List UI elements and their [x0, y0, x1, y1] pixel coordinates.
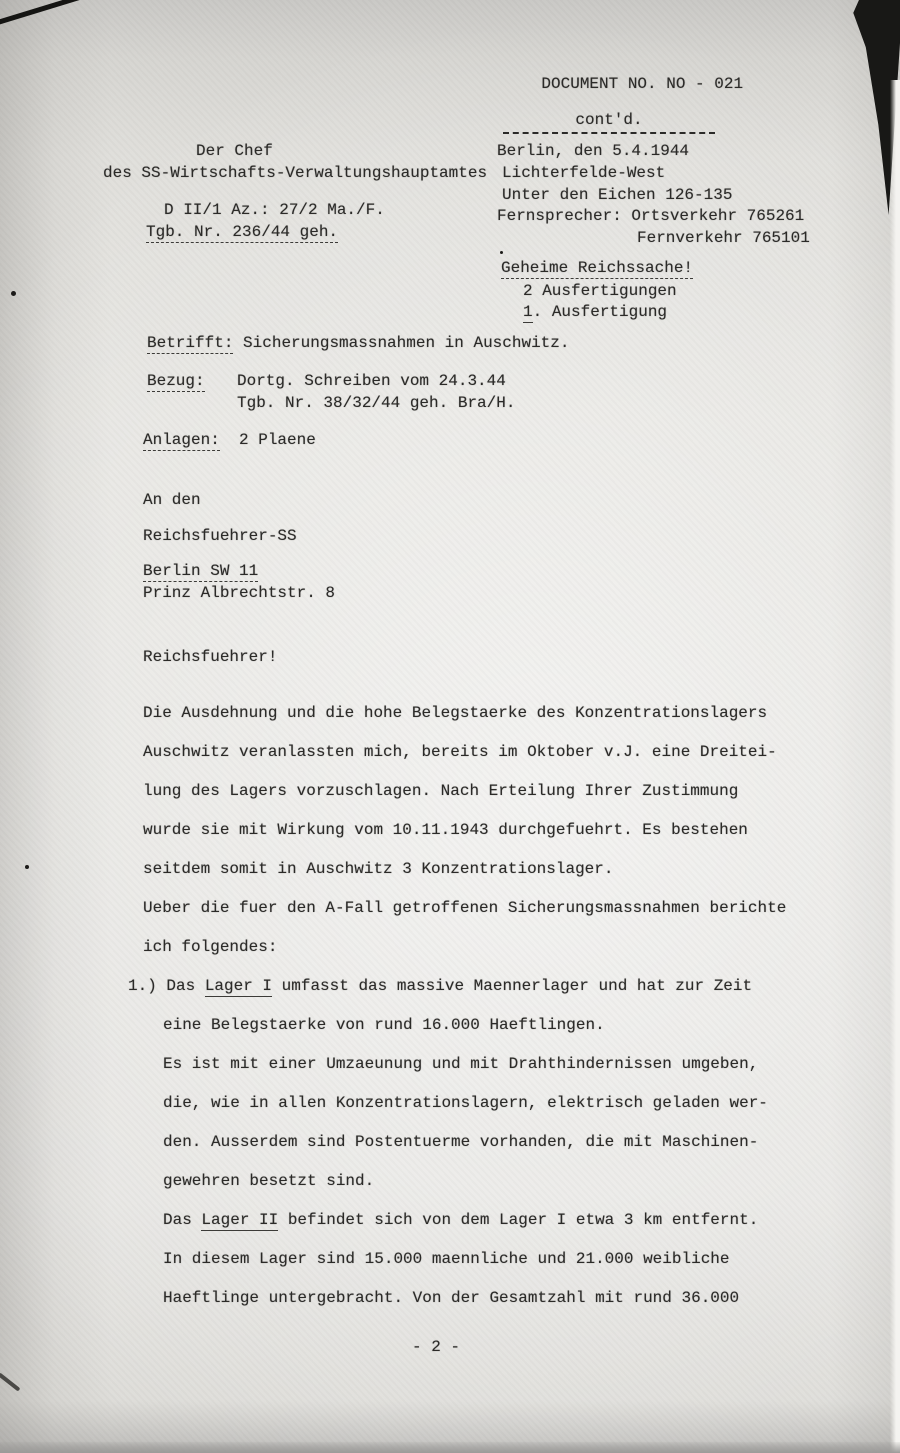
body-line: gewehren besetzt sind. — [163, 1172, 375, 1190]
enclosures-text: 2 Plaene — [239, 431, 316, 449]
body-line: lung des Lagers vorzuschlagen. Nach Erteilung Ihrer Zustimmung — [143, 782, 739, 800]
subject-line — [147, 334, 569, 352]
recipient-city: Berlin SW 11 — [143, 562, 259, 580]
reference-line2: Tgb. Nr. 38/32/44 geh. Bra/H. — [237, 394, 516, 412]
recipient-line1: An den — [143, 491, 201, 509]
subject-text: Sicherungsmassnahmen in Auschwitz. — [243, 334, 570, 352]
body-line: die, wie in allen Konzentrationslagern, elektrisch geladen wer- — [163, 1094, 768, 1112]
body-line: ich folgendes: — [143, 938, 278, 956]
bottom-scan-edge — [0, 1442, 900, 1453]
bottom-left-scan-mark — [0, 1372, 20, 1391]
body-line: den. Ausserdem sind Postentuerme vorhanden, die mit Maschinen- — [163, 1133, 759, 1151]
sender-file-reference: D II/1 Az.: 27/2 Ma./F. — [164, 201, 385, 219]
copies-count: 2 Ausfertigungen — [523, 282, 677, 300]
copy-number: 1. Ausfertigung — [523, 303, 668, 321]
body-line: Ueber die fuer den A-Fall getroffenen Sicherungsmassnahmen berichte — [143, 899, 787, 917]
body-line: Haeftlinge untergebracht. Von der Gesamtzahl mit rund 36.000 — [163, 1289, 740, 1307]
top-left-scan-mark — [0, 0, 89, 27]
document-number: DOCUMENT NO. NO - 021 — [541, 75, 744, 93]
ink-speck — [11, 291, 16, 296]
body-line: In diesem Lager sind 15.000 maennliche und 21.000 weibliche — [163, 1250, 730, 1268]
right-paper-edge — [890, 80, 900, 1453]
body-line: wurde sie mit Wirkung vom 10.11.1943 durchgefuehrt. Es bestehen — [143, 821, 748, 839]
recipient-street: Prinz Albrechtstr. 8 — [143, 584, 336, 602]
sender-diary-number: Tgb. Nr. 236/44 geh. — [146, 223, 339, 241]
ink-speck — [500, 251, 503, 254]
letterhead-date: Berlin, den 5.4.1944 — [497, 142, 690, 160]
page-number: - 2 - — [412, 1338, 461, 1356]
letterhead-phone-local: Fernsprecher: Ortsverkehr 765261 — [497, 207, 805, 225]
body-line: Auschwitz veranlassten mich, bereits im Oktober v.J. eine Dreitei- — [143, 743, 777, 761]
body-line: seitdem somit in Auschwitz 3 Konzentrationslager. — [143, 860, 614, 878]
sender-title-line2: des SS-Wirtschafts-Verwaltungshauptamtes — [103, 164, 488, 182]
sender-title-line1: Der Chef — [196, 142, 273, 160]
body-line: Es ist mit einer Umzaeunung und mit Drahthindernissen umgeben, — [163, 1055, 759, 1073]
reference-label: Bezug: — [147, 372, 205, 390]
salutation: Reichsfuehrer! — [143, 648, 278, 666]
enclosures-label: Anlagen: — [143, 431, 220, 449]
reference-line1: Dortg. Schreiben vom 24.3.44 — [237, 372, 506, 390]
letterhead-street: Unter den Eichen 126-135 — [502, 186, 733, 204]
body-line: Die Ausdehnung und die hohe Belegstaerke des Konzentrationslagers — [143, 704, 768, 722]
secrecy-stamp: Geheime Reichssache! — [501, 259, 694, 277]
letter-body — [123, 694, 823, 1318]
ink-speck — [25, 865, 29, 869]
body-line: 1.) Das Lager I umfasst das massive Maennerlager und hat zur Zeit — [128, 977, 753, 995]
recipient-line2: Reichsfuehrer-SS — [143, 527, 297, 545]
letterhead-district: Lichterfelde-West — [502, 164, 666, 182]
document-contd-label: cont'd. — [503, 111, 715, 134]
body-line: eine Belegstaerke von rund 16.000 Haeftlingen. — [163, 1016, 605, 1034]
body-line: Das Lager II befindet sich von dem Lager I etwa 3 km entfernt. — [163, 1211, 759, 1229]
letterhead-phone-longdistance: Fernverkehr 765101 — [637, 229, 810, 247]
enclosures-line — [143, 431, 316, 449]
subject-label: Betrifft: — [147, 334, 234, 352]
